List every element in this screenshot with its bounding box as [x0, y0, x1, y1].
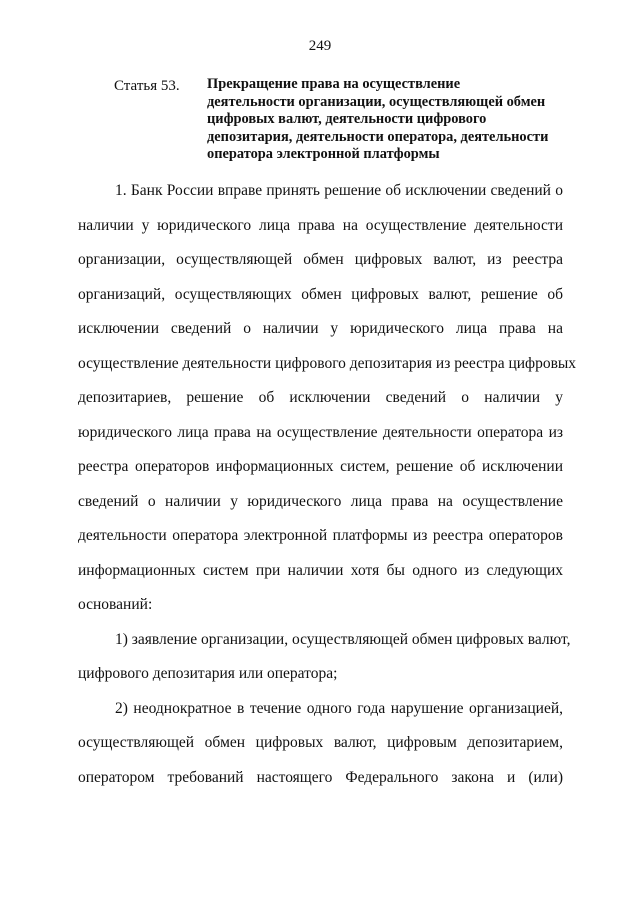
- paragraph-1: [78, 174, 577, 623]
- text-line: организации, осуществляющей обмен цифровых валют, из реестра: [78, 251, 563, 268]
- text-line: наличии у юридического лица права на осуществление деятельности: [78, 216, 563, 234]
- text-line: исключении сведений о наличии у юридического лица права на: [78, 320, 563, 337]
- text-line: сведений о наличии у юридического лица права на осуществление: [78, 492, 563, 510]
- text-line: цифрового депозитария или оператора;: [78, 665, 338, 682]
- article-title-line: Прекращение права на осуществление: [207, 76, 461, 92]
- text-line: осуществляющей обмен цифровых валют, цифровым депозитарием,: [78, 734, 563, 751]
- paragraph-3: [78, 692, 563, 796]
- article-title-line: депозитария, деятельности оператора, деятельности: [207, 128, 549, 145]
- text-line: информационных систем при наличии хотя бы одного из следующих: [78, 561, 563, 579]
- article-title-line: деятельности организации, осуществляющей обмен: [207, 93, 546, 110]
- article-body: [78, 174, 577, 795]
- text-line: юридического лица права на осуществление деятельности оператора из: [78, 423, 563, 441]
- text-line: 2) неоднократное в течение одного года нарушение организацией,: [115, 699, 563, 717]
- article-label: Статья 53.: [114, 78, 180, 94]
- page-number: 249: [308, 38, 332, 54]
- text-line: 1. Банк России вправе принять решение об исключении сведений о: [115, 182, 563, 199]
- text-line: оператором требований настоящего Федерального закона и (или): [78, 768, 563, 786]
- text-line: организаций, осуществляющих обмен цифровых валют, решение об: [78, 285, 563, 303]
- text-line: реестра операторов информационных систем, решение об исключении: [78, 458, 563, 475]
- text-line: депозитариев, решение об исключении сведений о наличии у: [78, 389, 563, 406]
- text-line: оснований:: [78, 596, 153, 613]
- article-title-line: цифровых валют, деятельности цифрового: [207, 111, 487, 128]
- text-line: осуществление деятельности цифрового депозитария из реестра цифровых: [78, 354, 577, 372]
- article-title-line: оператора электронной платформы: [207, 146, 440, 163]
- paragraph-2: [78, 623, 571, 692]
- article-title: [207, 76, 567, 164]
- text-line: 1) заявление организации, осуществляющей обмен цифровых валют,: [115, 630, 571, 648]
- text-line: деятельности оператора электронной платформы из реестра операторов: [78, 527, 563, 544]
